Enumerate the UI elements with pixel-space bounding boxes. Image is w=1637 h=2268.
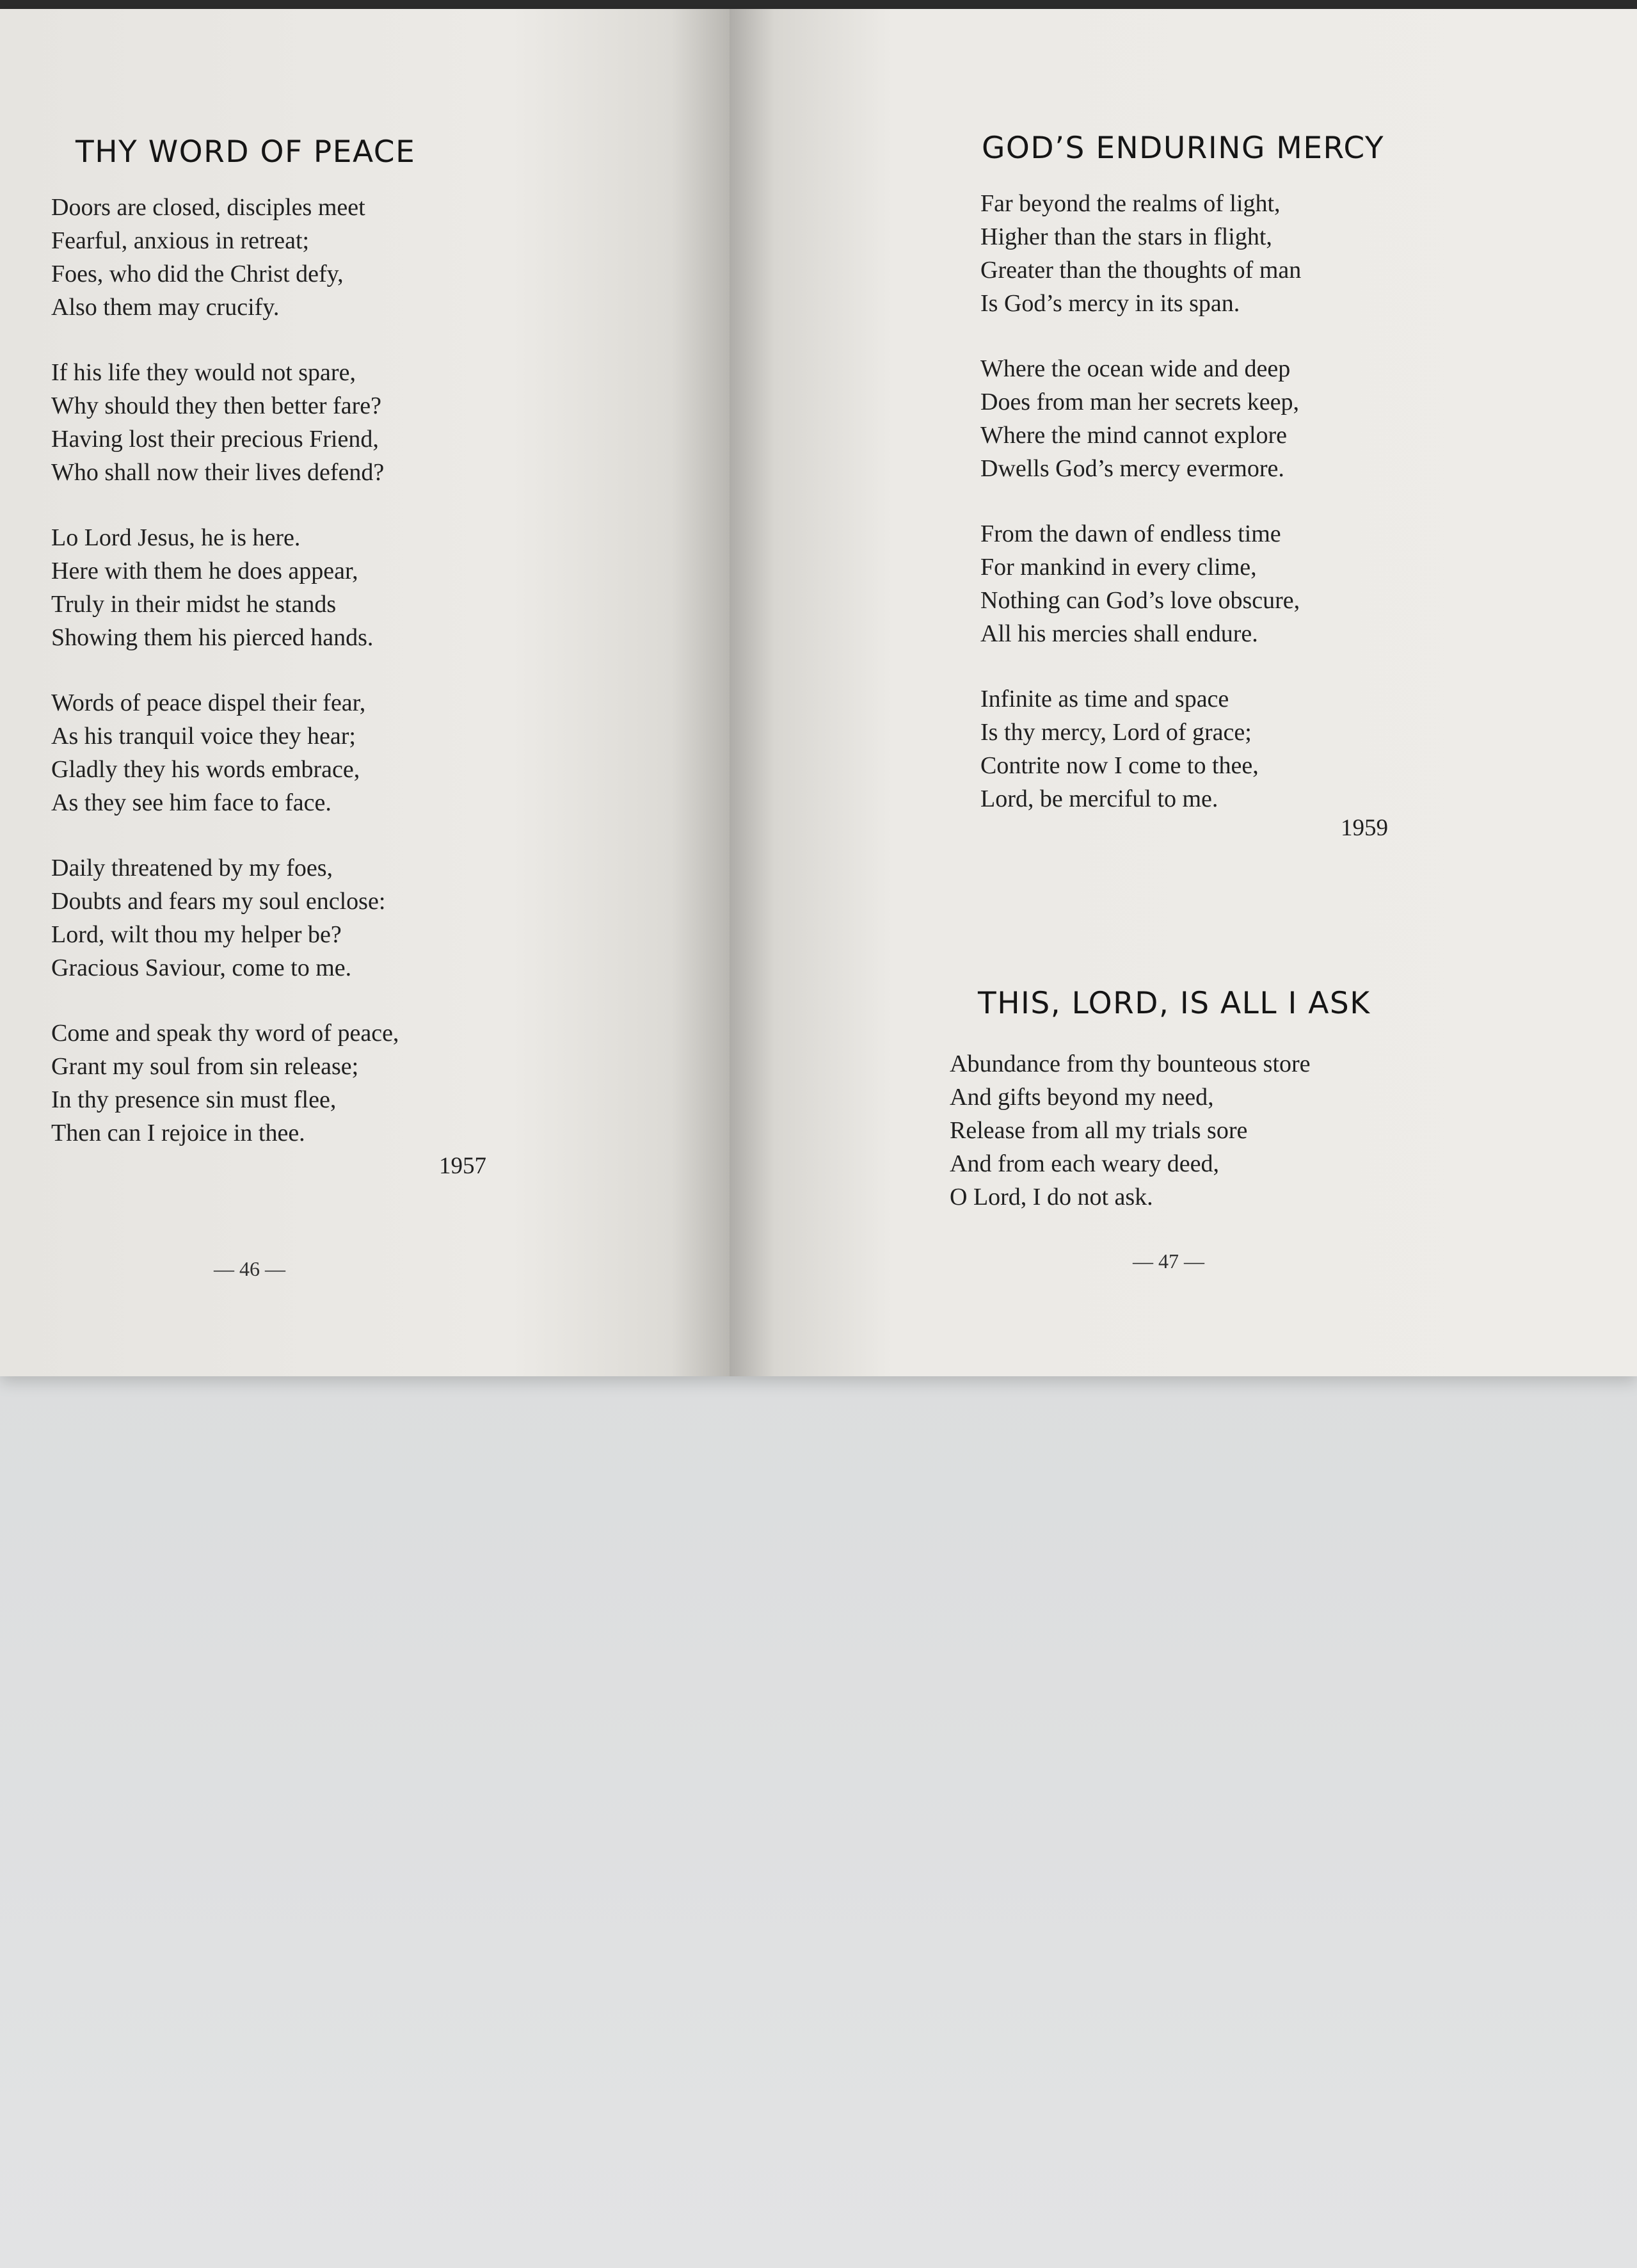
poem-body-gods-enduring-mercy xyxy=(980,187,1301,848)
stanza xyxy=(51,851,399,985)
poem-line: Does from man her secrets keep, xyxy=(980,389,1300,415)
stanza xyxy=(51,356,399,489)
poem-title-this-lord-is-all-i-ask: THIS, LORD, IS ALL I ASK xyxy=(978,986,1371,1021)
poem-line: Nothing can God’s love obscure, xyxy=(980,587,1300,614)
poem-line: Release from all my trials sore xyxy=(950,1117,1248,1144)
poem-line: Lord, wilt thou my helper be? xyxy=(51,921,342,948)
poem-line: Daily threatened by my foes, xyxy=(51,855,333,881)
poem-line: Come and speak thy word of peace, xyxy=(51,1020,399,1047)
poem-line: Contrite now I come to thee, xyxy=(980,752,1259,779)
page-number-47: — 47 — xyxy=(1133,1250,1204,1273)
poem-title-gods-enduring-mercy: GOD’S ENDURING MERCY xyxy=(982,131,1385,166)
poem-line: O Lord, I do not ask. xyxy=(950,1184,1153,1210)
poem-line: Far beyond the realms of light, xyxy=(980,190,1281,217)
poem-body-thy-word-of-peace xyxy=(51,191,399,1182)
poem-line: Lord, be merciful to me. xyxy=(980,785,1218,812)
poem-line: Is God’s mercy in its span. xyxy=(980,290,1240,317)
poem-line: Here with them he does appear, xyxy=(51,558,358,584)
poem-year: 1957 xyxy=(439,1153,486,1179)
poem-line: If his life they would not spare, xyxy=(51,359,356,386)
poem-line: Is thy mercy, Lord of grace; xyxy=(980,719,1252,746)
poem-line: Lo Lord Jesus, he is here. xyxy=(51,524,301,551)
poem-line: Why should they then better fare? xyxy=(51,392,381,419)
poem-line: Infinite as time and space xyxy=(980,686,1229,712)
poem-line: Who shall now their lives defend? xyxy=(51,459,385,486)
stanza xyxy=(980,352,1301,485)
poem-line: All his mercies shall endure. xyxy=(980,620,1258,647)
poem-line: As his tranquil voice they hear; xyxy=(51,723,356,750)
poem-line: As they see him face to face. xyxy=(51,789,331,816)
poem-line: And from each weary deed, xyxy=(950,1150,1219,1177)
page-46 xyxy=(0,9,730,1376)
stanza xyxy=(51,1017,399,1150)
poem-line: Fearful, anxious in retreat; xyxy=(51,227,310,254)
poem-line: Gracious Saviour, come to me. xyxy=(51,954,352,981)
stanza xyxy=(980,187,1301,320)
stanza xyxy=(51,191,399,324)
poem-body-this-lord-is-all-i-ask xyxy=(950,1047,1311,1246)
poem-line: From the dawn of endless time xyxy=(980,520,1281,547)
poem-line: Dwells God’s mercy evermore. xyxy=(980,455,1284,482)
page-number-46: — 46 — xyxy=(214,1257,285,1280)
stanza xyxy=(950,1047,1311,1214)
poem-line: Abundance from thy bounteous store xyxy=(950,1050,1311,1077)
poem-line: Showing them his pierced hands. xyxy=(51,624,374,651)
poem-title-thy-word-of-peace: THY WORD OF PEACE xyxy=(76,134,416,170)
poem-line: Higher than the stars in flight, xyxy=(980,223,1272,250)
scanner-edge xyxy=(0,0,1637,9)
poem-line: Having lost their precious Friend, xyxy=(51,426,379,453)
poem-year: 1959 xyxy=(1341,815,1388,841)
stanza xyxy=(980,517,1301,650)
poem-line: Doubts and fears my soul enclose: xyxy=(51,888,386,915)
poem-line: Where the ocean wide and deep xyxy=(980,355,1291,382)
stanza xyxy=(51,686,399,819)
stanza xyxy=(51,521,399,654)
page-47 xyxy=(730,9,1637,1376)
open-book xyxy=(0,9,1637,1376)
poem-line: Grant my soul from sin release; xyxy=(51,1053,359,1080)
poem-line: Then can I rejoice in thee. xyxy=(51,1120,305,1146)
poem-line: Also them may crucify. xyxy=(51,294,280,321)
stanza xyxy=(980,682,1301,816)
poem-line: For mankind in every clime, xyxy=(980,554,1257,581)
poem-line: Greater than the thoughts of man xyxy=(980,257,1302,284)
poem-line: Foes, who did the Christ defy, xyxy=(51,261,344,287)
poem-line: And gifts beyond my need, xyxy=(950,1084,1214,1111)
poem-line: Doors are closed, disciples meet xyxy=(51,194,365,221)
poem-line: Where the mind cannot explore xyxy=(980,422,1288,449)
poem-line: Gladly they his words embrace, xyxy=(51,756,360,783)
poem-line: Truly in their midst he stands xyxy=(51,591,337,618)
poem-line: Words of peace dispel their fear, xyxy=(51,689,366,716)
poem-line: In thy presence sin must flee, xyxy=(51,1086,337,1113)
